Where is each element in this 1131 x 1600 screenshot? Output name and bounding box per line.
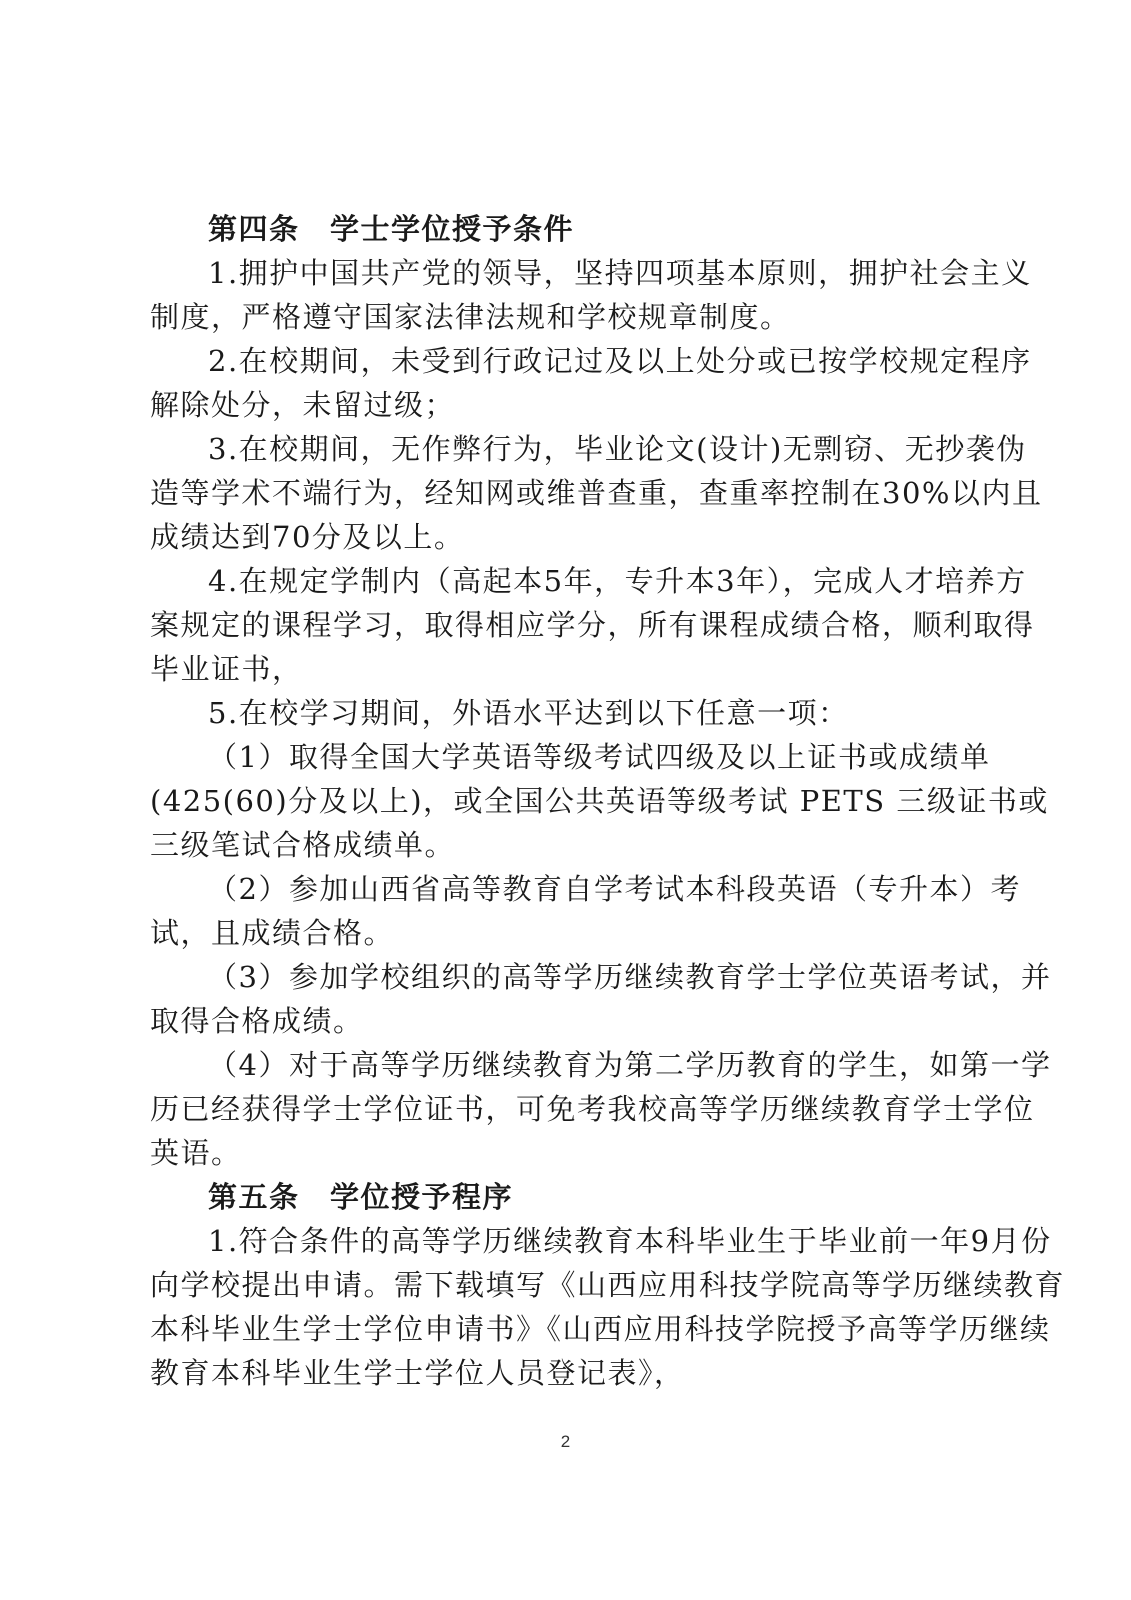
text-line: 毕业证书，	[150, 652, 303, 686]
text-line: （2）参加山西省高等教育自学考试本科段英语（专升本）考	[208, 872, 1021, 906]
text-line: 成绩达到70分及以上。	[150, 520, 465, 554]
text-line: 解除处分，未留过级；	[150, 388, 456, 422]
text-line: 取得合格成绩。	[150, 1004, 364, 1038]
text-line: 3.在校期间，无作弊行为，毕业论文(设计)无剽窃、无抄袭伪	[208, 432, 1027, 466]
text-line: 本科毕业生学士学位申请书》《山西应用科技学院授予高等学历继续	[150, 1312, 1051, 1346]
text-line: 历已经获得学士学位证书，可免考我校高等学历继续教育学士学位	[150, 1092, 1035, 1126]
text-line: 4.在规定学制内（高起本5年，专升本3年），完成人才培养方	[208, 564, 1027, 598]
text-line: 1.拥护中国共产党的领导，坚持四项基本原则，拥护社会主义	[208, 256, 1032, 290]
text-line: 教育本科毕业生学士学位人员登记表》，	[150, 1356, 685, 1390]
text-line: 造等学术不端行为，经知网或维普查重，查重率控制在30%以内且	[150, 476, 1043, 510]
text-line: 向学校提出申请。需下载填写《山西应用科技学院高等学历继续教育	[150, 1268, 1066, 1302]
text-line: 试，且成绩合格。	[150, 916, 395, 950]
text-line: 1.符合条件的高等学历继续教育本科毕业生于毕业前一年9月份	[208, 1224, 1052, 1258]
text-line: （4）对于高等学历继续教育为第二学历教育的学生，如第一学	[208, 1048, 1052, 1082]
text-line: (425(60)分及以上)，或全国公共英语等级考试 PETS 三级证书或	[150, 784, 1049, 818]
page-number: 2	[560, 1432, 571, 1451]
section-heading-article-5: 第五条 学位授予程序	[208, 1180, 514, 1214]
text-line: 三级笔试合格成绩单。	[150, 828, 456, 862]
text-line: （1）取得全国大学英语等级考试四级及以上证书或成绩单	[208, 740, 991, 774]
text-line: 英语。	[150, 1136, 242, 1170]
text-line: 2.在校期间，未受到行政记过及以上处分或已按学校规定程序	[208, 344, 1032, 378]
text-line: （3）参加学校组织的高等学历继续教育学士学位英语考试，并	[208, 960, 1052, 994]
text-line: 制度，严格遵守国家法律法规和学校规章制度。	[150, 300, 791, 334]
text-line: 5.在校学习期间，外语水平达到以下任意一项：	[208, 696, 849, 730]
text-line: 案规定的课程学习，取得相应学分，所有课程成绩合格，顺利取得	[150, 608, 1035, 642]
section-heading-article-4: 第四条 学士学位授予条件	[208, 212, 575, 246]
